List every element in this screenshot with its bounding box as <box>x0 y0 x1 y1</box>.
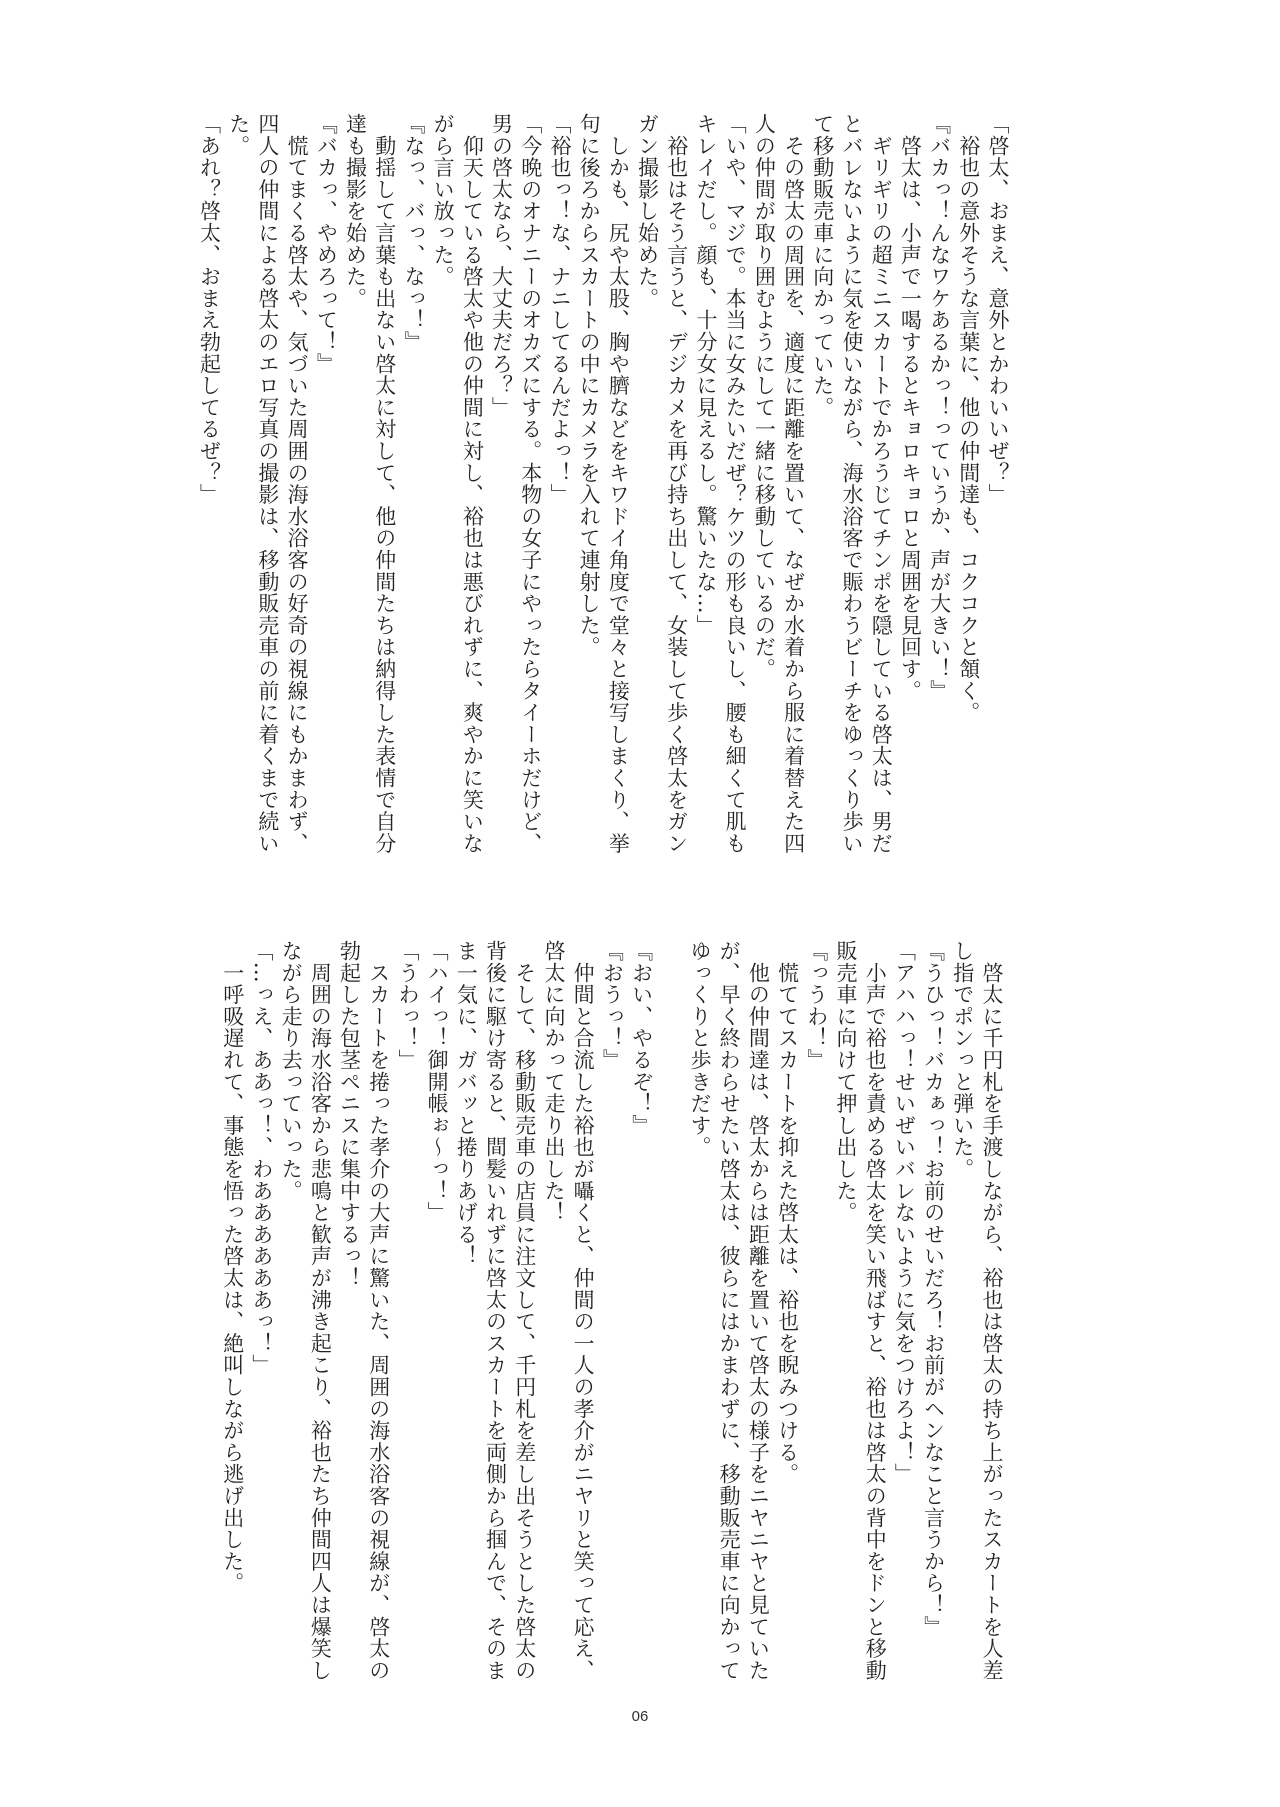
text-line: その啓太の周囲を、適度に距離を置いて、なぜか水着から服に着替えた四 <box>781 113 806 855</box>
upper-text-block <box>194 113 1012 854</box>
text-line: 『バカっ！んなワケあるかっ！っていうか、声が大きい！』 <box>927 113 952 702</box>
text-line: 仰天している啓太や他の仲間に対し、裕也は悪びれずに、爽やかに笑いな <box>460 113 485 855</box>
text-line: 『っうわ！』 <box>804 940 829 1071</box>
text-line: 句に後ろからスカートの中にカメラを入れて連射した。 <box>577 113 602 658</box>
text-line: 『バカっ、やめろって！』 <box>314 113 339 375</box>
text-line: 人の仲間が取り囲むようにして一緒に移動しているのだ。 <box>752 113 777 680</box>
text-line: た。 <box>226 113 251 157</box>
text-line: 『なっ、バっ、なっ！』 <box>401 113 426 353</box>
text-line: 『おうっ！』 <box>600 940 625 1071</box>
text-line: し指でポンっと弾いた。 <box>950 940 975 1180</box>
text-line: 周囲の海水浴客から悲鳴と歓声が沸き起こり、裕也たち仲間四人は爆笑し <box>308 940 333 1682</box>
text-line: ゆっくりと歩きだす。 <box>687 940 712 1158</box>
text-line: 勃起した包茎ペニスに集中するっ！ <box>337 940 362 1289</box>
text-line: 『おい、やるぞ！』 <box>629 940 654 1137</box>
text-line: 小声で裕也を責める啓太を笑い飛ばすと、裕也は啓太の背中をドンと移動 <box>863 940 888 1682</box>
text-line: 仲間と合流した裕也が囁くと、仲間の一人の孝介がニヤリと笑って応え、 <box>571 940 596 1682</box>
text-line: 男の啓太なら、大丈夫だろ？」 <box>489 113 514 419</box>
text-line: 裕也はそう言うと、デジカメを再び持ち出して、女装して歩く啓太をガン <box>664 113 689 855</box>
text-line: スカートを捲った孝介の大声に驚いた、周囲の海水浴客の視線が、啓太の <box>366 940 391 1682</box>
text-line: 啓太に千円札を手渡しながら、裕也は啓太の持ち上がったスカートを人差 <box>980 940 1004 1682</box>
text-line: 「…っえ、ああっ！、わああああああっ！」 <box>249 940 274 1376</box>
text-line: ガン撮影し始めた。 <box>635 113 660 310</box>
text-line: 「うわっ！」 <box>395 940 420 1071</box>
text-line: とバレないように気を使いながら、海水浴客で賑わうビーチをゆっくり歩い <box>839 113 864 855</box>
text-line: て移動販売車に向かっていた。 <box>810 113 835 419</box>
text-line: 販売車に向けて押し出した。 <box>833 940 858 1224</box>
text-line: 慌ててスカートを抑えた啓太は、裕也を睨みつける。 <box>775 940 800 1485</box>
text-line: 啓太は、小声で一喝するとキョロキョロと周囲を見回す。 <box>898 113 923 702</box>
text-line: キレイだし。顔も、十分女に見えるし。驚いたな…」 <box>693 113 718 637</box>
text-line <box>656 940 685 1681</box>
text-line: 啓太に向かって走り出した！ <box>541 940 566 1224</box>
text-line: 「アハハっ！せいぜいバレないように気をつけろよ！」 <box>892 940 917 1485</box>
text-line: 「啓太、おまえ、意外とかわいいぜ？」 <box>986 113 1010 506</box>
text-line: 他の仲間達は、啓太からは距離を置いて啓太の様子をニヤニヤと見ていた <box>746 940 771 1682</box>
text-line: が、早く終わらせたい啓太は、彼らにはかまわずに、移動販売車に向かって <box>717 940 742 1682</box>
text-line: ながら走り去っていった。 <box>279 940 304 1202</box>
text-line: 「あれ？啓太、おまえ勃起してるぜ？」 <box>197 113 222 506</box>
text-line: 「ハイっ！御開帳ぉ～っ！」 <box>425 940 450 1224</box>
text-line: ま一気に、ガバッと捲りあげる！ <box>454 940 479 1267</box>
text-line: 四人の仲間による啓太のエロ写真の撮影は、移動販売車の前に着くまで続い <box>255 113 280 855</box>
text-line: 一呼吸遅れて、事態を悟った啓太は、絶叫しながら逃げ出した。 <box>220 940 245 1594</box>
text-line: 達も撮影を始めた。 <box>343 113 368 310</box>
text-line: ギリギリの超ミニスカートでかろうじてチンポを隠している啓太は、男だ <box>869 113 894 855</box>
lower-text-block <box>218 940 1006 1681</box>
text-line: がら言い放った。 <box>431 113 456 288</box>
text-line: しかも、尻や太股、胸や臍などをキワドイ角度で堂々と接写しまくり、挙 <box>606 113 631 855</box>
text-line: 慌てまくる啓太や、気づいた周囲の海水浴客の好奇の視線にもかまわず、 <box>285 113 310 855</box>
text-line: 「裕也っ！な、ナニしてるんだよっ！」 <box>547 113 572 506</box>
text-line: そして、移動販売車の店員に注文して、千円札を差し出そうとした啓太の <box>512 940 537 1682</box>
page-number: 06 <box>631 1708 649 1725</box>
text-line: 『うひっ！バカぁっ！お前のせいだろ！お前がヘンなこと言うから！』 <box>921 940 946 1638</box>
text-line: 「いや、マジで。本当に女みたいだぜ？ケツの形も良いし、腰も細くて肌も <box>723 113 748 855</box>
text-line: 動揺して言葉も出ない啓太に対して、他の仲間たちは納得した表情で自分 <box>372 113 397 855</box>
text-line: 「今晩のオナニーのオカズにする。本物の女子にやったらタイーホだけど、 <box>518 113 543 855</box>
text-line: 背後に駆け寄ると、間髪いれずに啓太のスカートを両側から掴んで、そのま <box>483 940 508 1682</box>
text-line: 裕也の意外そうな言葉に、他の仲間達も、コクコクと頷く。 <box>956 113 981 724</box>
